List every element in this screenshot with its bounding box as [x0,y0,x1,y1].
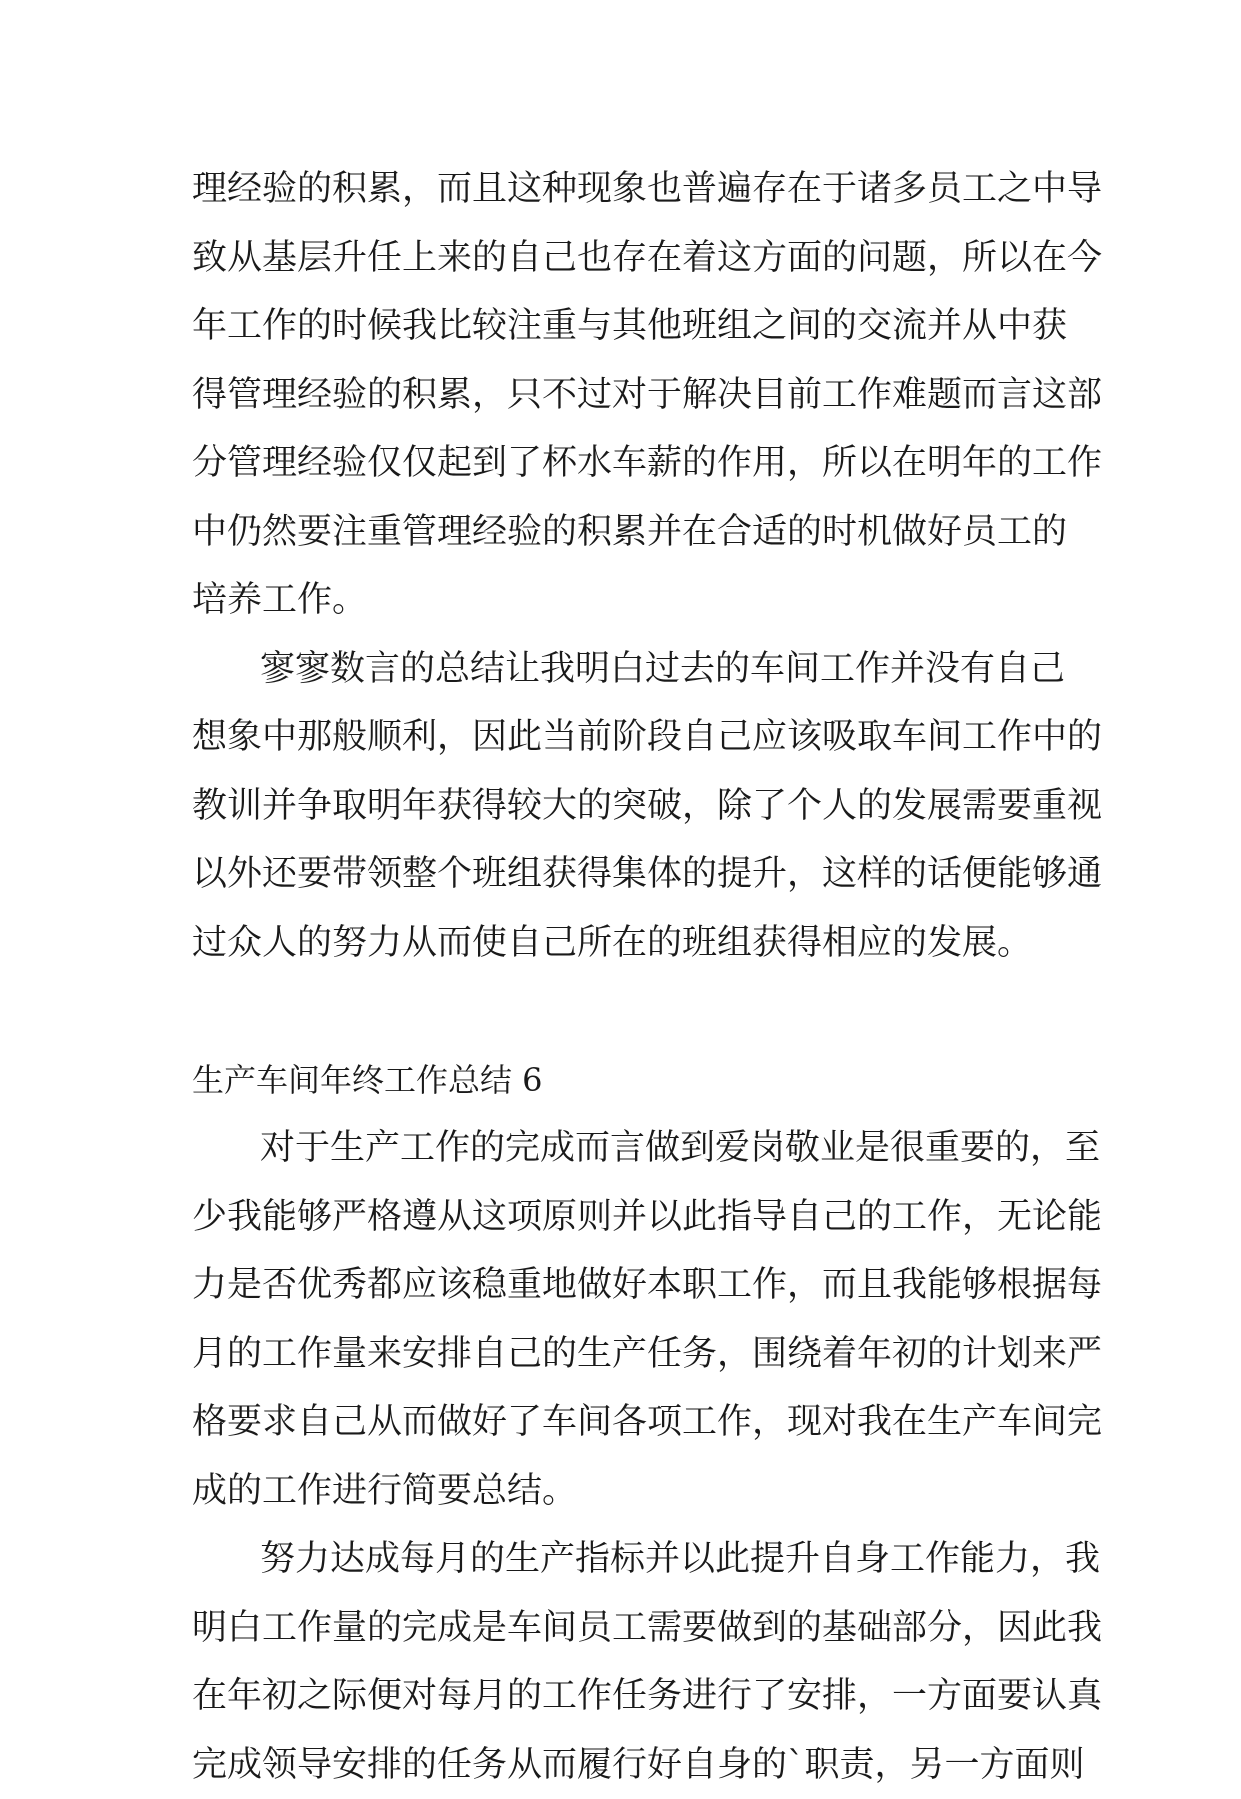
section-spacer [192,977,1050,1046]
paragraph-line: 过众人的努力从而使自己所在的班组获得相应的发展。 [192,909,1050,978]
paragraph-line: 月的工作量来安排自己的生产任务，围绕着年初的计划来严 [192,1320,1050,1389]
paragraph-4 [192,1525,1050,1799]
paragraph-line: 年工作的时候我比较注重与其他班组之间的交流并从中获 [192,292,1050,361]
paragraph-line: 少我能够严格遵从这项原则并以此指导自己的工作，无论能 [192,1183,1050,1252]
paragraph-line: 成的工作进行简要总结。 [192,1457,1050,1526]
paragraph-line: 对于生产工作的完成而言做到爱岗敬业是很重要的，至 [192,1114,1050,1183]
paragraph-line: 寥寥数言的总结让我明白过去的车间工作并没有自己 [192,635,1050,704]
paragraph-line: 力是否优秀都应该稳重地做好本职工作，而且我能够根据每 [192,1251,1050,1320]
paragraph-line: 想象中那般顺利，因此当前阶段自己应该吸取车间工作中的 [192,703,1050,772]
document-body [192,155,1050,1799]
paragraph-line: 以外还要带领整个班组获得集体的提升，这样的话便能够通 [192,840,1050,909]
paragraph-line: 得管理经验的积累，只不过对于解决目前工作难题而言这部 [192,361,1050,430]
paragraph-1 [192,155,1050,635]
paragraph-line: 理经验的积累，而且这种现象也普遍存在于诸多员工之中导 [192,155,1050,224]
paragraph-3 [192,1114,1050,1525]
section-title: 生产车间年终工作总结 6 [192,1046,1050,1115]
paragraph-line: 中仍然要注重管理经验的积累并在合适的时机做好员工的 [192,498,1050,567]
paragraph-line: 分管理经验仅仅起到了杯水车薪的作用，所以在明年的工作 [192,429,1050,498]
paragraph-2 [192,635,1050,978]
paragraph-line: 教训并争取明年获得较大的突破，除了个人的发展需要重视 [192,772,1050,841]
paragraph-line: 明白工作量的完成是车间员工需要做到的基础部分，因此我 [192,1594,1050,1663]
paragraph-line: 完成领导安排的任务从而履行好自身的`职责，另一方面则 [192,1731,1050,1799]
paragraph-line: 培养工作。 [192,566,1050,635]
paragraph-line: 在年初之际便对每月的工作任务进行了安排，一方面要认真 [192,1662,1050,1731]
paragraph-line: 格要求自己从而做好了车间各项工作，现对我在生产车间完 [192,1388,1050,1457]
paragraph-line: 努力达成每月的生产指标并以此提升自身工作能力，我 [192,1525,1050,1594]
paragraph-line: 致从基层升任上来的自己也存在着这方面的问题，所以在今 [192,224,1050,293]
